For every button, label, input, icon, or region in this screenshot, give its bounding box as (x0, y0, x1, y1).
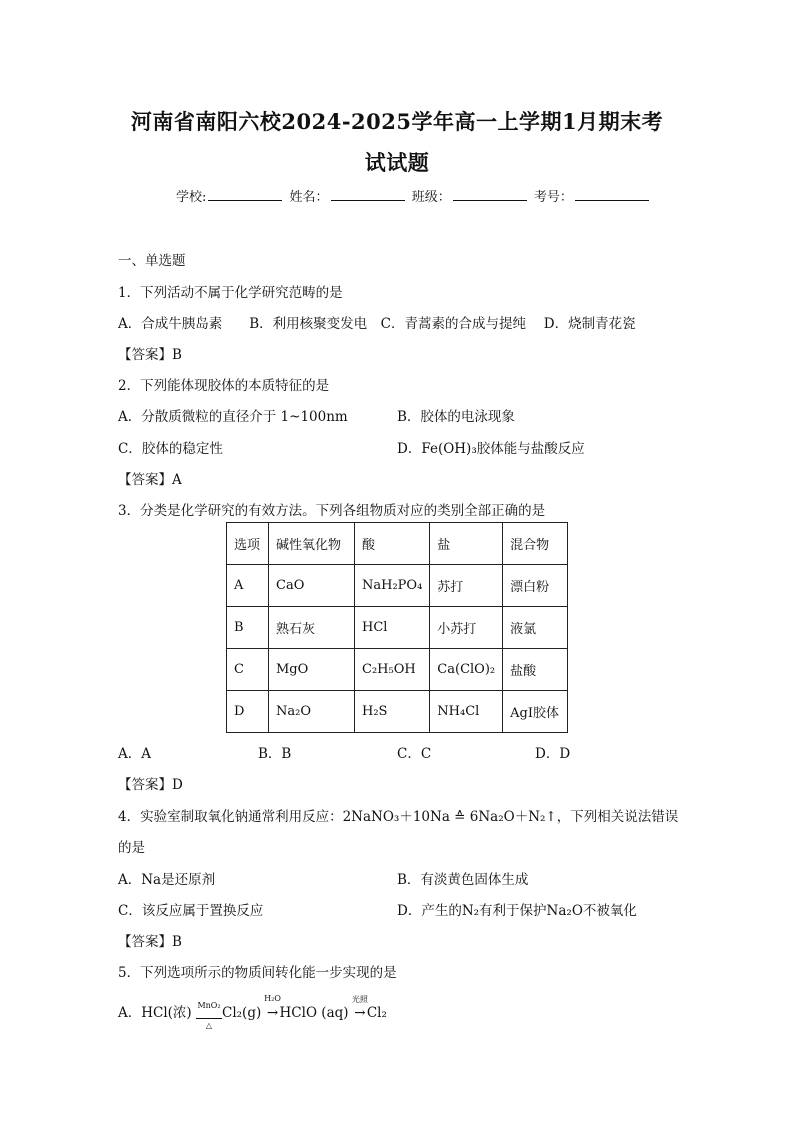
page-title-continued: 试试题 (364, 150, 430, 175)
table-cell: 盐酸 (503, 649, 568, 691)
condition-bottom: △ (205, 1021, 213, 1030)
condition-top: MnO₂ (197, 1001, 221, 1010)
q4-stem: 4．实验室制取氧化钠通常利用反应：2NaNO₃＋10Na ≙ 6Na₂O＋N₂↑，下列相关说法错误 (118, 809, 679, 825)
q4-option-a: A．Na是还原剂 (118, 872, 216, 888)
q1-stem: 1．下列活动不属于化学研究范畴的是 (118, 285, 343, 301)
page-title: 河南省南阳六校2024-2025学年高一上学期1月期末考 (130, 109, 664, 134)
table-header-cell: 混合物 (503, 523, 568, 565)
table-cell: C₂H₅OH (355, 649, 430, 691)
table-cell: C (227, 649, 269, 691)
q4-option-d: D．产生的N₂有利于保护Na₂O不被氧化 (397, 903, 637, 919)
q4-option-c: C．该反应属于置换反应 (118, 903, 264, 919)
table-cell: Na₂O (269, 691, 355, 733)
table-row (227, 565, 568, 607)
exam-number-blank[interactable] (575, 188, 649, 201)
table-header-row (227, 523, 568, 565)
table-row (227, 649, 568, 691)
condition-arrow (196, 1001, 222, 1030)
q5-a-mid2: HClO (aq) (279, 1005, 349, 1021)
table-cell: AgI胶体 (503, 691, 568, 733)
q2-answer: 【答案】A (118, 472, 182, 488)
school-blank[interactable] (208, 188, 282, 201)
arrow-label: H₂O (264, 994, 281, 1003)
section-heading: 一、单选题 (118, 253, 186, 269)
q3-option-a: A．A (118, 746, 151, 762)
q2-option-d: D．Fe(OH)₃胶体能与盐酸反应 (397, 441, 585, 457)
table-row (227, 691, 568, 733)
q2-option-b: B．胶体的电泳现象 (397, 409, 515, 425)
q1-options: A．合成牛胰岛素 B．利用核聚变发电 C．青蒿素的合成与提纯 D．烧制青花瓷 (118, 316, 636, 332)
exam-number-label: 考号： (533, 190, 573, 205)
table-cell: 液氯 (503, 607, 568, 649)
q2-stem: 2．下列能体现胶体的本质特征的是 (118, 378, 330, 394)
q3-option-c: C．C (397, 746, 432, 762)
q3-answer: 【答案】D (118, 777, 183, 793)
table-cell: D (227, 691, 269, 733)
q3-stem: 3．分类是化学研究的有效方法。下列各组物质对应的类别全部正确的是 (118, 503, 546, 519)
table-cell: 小苏打 (430, 607, 503, 649)
q3-option-d: D．D (535, 746, 571, 762)
q5-a-end: Cl₂ (366, 1005, 387, 1021)
table-cell: 漂白粉 (503, 565, 568, 607)
q5-stem: 5．下列选项所示的物质间转化能一步实现的是 (118, 965, 397, 981)
q1-answer: 【答案】B (118, 347, 182, 363)
class-label: 班级： (411, 190, 451, 205)
table-cell: A (227, 565, 269, 607)
table-cell: 苏打 (430, 565, 503, 607)
table-cell: Ca(ClO)₂ (430, 649, 503, 691)
table-cell: HCl (355, 607, 430, 649)
table-header-cell: 酸 (355, 523, 430, 565)
table-cell: H₂S (355, 691, 430, 733)
table-header-cell: 盐 (430, 523, 503, 565)
q2-option-a: A．分散质微粒的直径介于 1~100nm (118, 409, 348, 425)
class-blank[interactable] (453, 188, 527, 201)
table-cell: NaH₂PO₄ (355, 565, 430, 607)
q5-a-prefix: A．HCl(浓) (118, 1005, 192, 1021)
table-cell: CaO (269, 565, 355, 607)
q4-option-b: B．有淡黄色固体生成 (397, 872, 529, 888)
condition-bar (196, 1018, 222, 1019)
table-cell: B (227, 607, 269, 649)
q2-option-c: C．胶体的稳定性 (118, 441, 223, 457)
table-cell: NH₄Cl (430, 691, 503, 733)
q5-a-mid1: Cl₂(g) (222, 1005, 262, 1021)
q4-stem-continued: 的是 (118, 840, 145, 856)
q5-option-a (118, 994, 387, 1030)
arrow-icon: 光照 → (353, 1005, 367, 1021)
table-cell: 熟石灰 (269, 607, 355, 649)
table-row (227, 607, 568, 649)
arrow-label: 光照 (351, 995, 368, 1004)
arrow-icon: H₂O → (266, 1005, 280, 1021)
student-info-line (176, 186, 652, 205)
q3-option-b: B．B (258, 746, 292, 762)
name-blank[interactable] (331, 188, 405, 201)
table-header-cell: 选项 (227, 523, 269, 565)
name-label: 姓名： (289, 190, 329, 205)
school-label: 学校: (176, 190, 207, 205)
q4-answer: 【答案】B (118, 934, 182, 950)
classification-table (226, 522, 568, 733)
table-header-cell: 碱性氧化物 (269, 523, 355, 565)
table-cell: MgO (269, 649, 355, 691)
